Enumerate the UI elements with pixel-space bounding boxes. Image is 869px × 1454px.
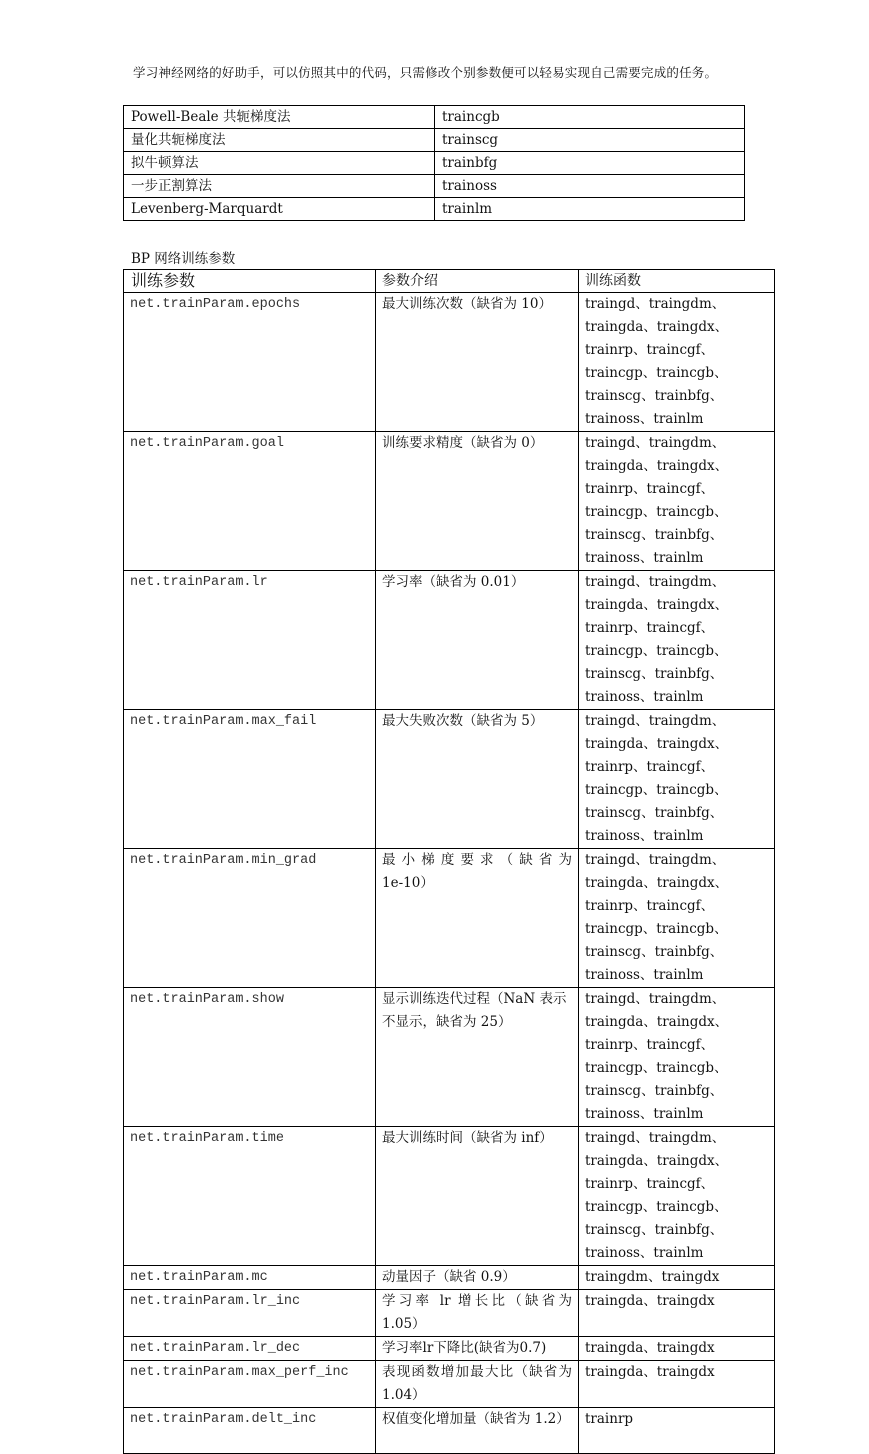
param-desc: 最大失败次数（缺省为 5） <box>376 710 579 849</box>
param-funcs: trainrp <box>579 1408 775 1454</box>
param-funcs: traingd、traingdm、traingda、traingdx、trainrp、traincgf、traincgp、traincgb、trainscg、trainbfg、trainoss、trainlm <box>579 432 775 571</box>
param-funcs: traingda、traingdx <box>579 1361 775 1408</box>
table-row <box>124 988 775 1127</box>
param-desc: 训练要求精度（缺省为 0） <box>376 432 579 571</box>
param-name: net.trainParam.show <box>124 988 376 1127</box>
column-header-desc: 参数介绍 <box>376 270 579 293</box>
column-header-funcs: 训练函数 <box>579 270 775 293</box>
param-desc: 权值变化增加量（缺省为 1.2） <box>376 1408 579 1454</box>
table-row <box>124 571 775 710</box>
param-desc: 最大训练时间（缺省为 inf） <box>376 1127 579 1266</box>
table-row <box>124 1266 775 1290</box>
section-title: BP 网络训练参数 <box>131 251 236 267</box>
param-desc: 学习率（缺省为 0.01） <box>376 571 579 710</box>
algorithm-table <box>123 105 745 221</box>
table-row <box>124 1337 775 1361</box>
param-name: net.trainParam.max_perf_inc <box>124 1361 376 1408</box>
table-row <box>124 175 745 198</box>
param-name: net.trainParam.max_fail <box>124 710 376 849</box>
param-name: net.trainParam.goal <box>124 432 376 571</box>
algorithm-function: trainscg <box>435 129 745 152</box>
param-name: net.trainParam.lr_inc <box>124 1290 376 1337</box>
algorithm-function: trainoss <box>435 175 745 198</box>
algorithm-function: trainlm <box>435 198 745 221</box>
param-desc: 学习率lr下降比(缺省为0.7) <box>376 1337 579 1361</box>
header-text: 学习神经网络的好助手，可以仿照其中的代码，只需修改个别参数便可以轻易实现自己需要完成的任务。 <box>133 65 718 80</box>
param-funcs: traingd、traingdm、traingda、traingdx、trainrp、traincgf、traincgp、traincgb、trainscg、trainbfg、trainoss、trainlm <box>579 293 775 432</box>
param-funcs: traingdm、traingdx <box>579 1266 775 1290</box>
param-desc: 最大训练次数（缺省为 10） <box>376 293 579 432</box>
param-funcs: traingd、traingdm、traingda、traingdx、trainrp、traincgf、traincgp、traincgb、trainscg、trainbfg、trainoss、trainlm <box>579 849 775 988</box>
algorithm-name: 量化共轭梯度法 <box>124 129 435 152</box>
param-name: net.trainParam.lr <box>124 571 376 710</box>
param-name: net.trainParam.mc <box>124 1266 376 1290</box>
table-row <box>124 129 745 152</box>
table-row <box>124 106 745 129</box>
param-funcs: traingd、traingdm、traingda、traingdx、trainrp、traincgf、traincgp、traincgb、trainscg、trainbfg、trainoss、trainlm <box>579 988 775 1127</box>
algorithm-name: Levenberg-Marquardt <box>124 198 435 221</box>
param-funcs: traingd、traingdm、traingda、traingdx、trainrp、traincgf、traincgp、traincgb、trainscg、trainbfg、trainoss、trainlm <box>579 571 775 710</box>
param-funcs: traingd、traingdm、traingda、traingdx、trainrp、traincgf、traincgp、traincgb、trainscg、trainbfg、trainoss、trainlm <box>579 1127 775 1266</box>
algorithm-name: 一步正割算法 <box>124 175 435 198</box>
param-name: net.trainParam.min_grad <box>124 849 376 988</box>
param-name: net.trainParam.delt_inc <box>124 1408 376 1454</box>
algorithm-function: trainbfg <box>435 152 745 175</box>
param-name: net.trainParam.time <box>124 1127 376 1266</box>
table-row <box>124 710 775 849</box>
table-row <box>124 432 775 571</box>
table-row <box>124 1361 775 1408</box>
table-row <box>124 1408 775 1454</box>
algorithm-function: traincgb <box>435 106 745 129</box>
table-row <box>124 1127 775 1266</box>
param-funcs: traingda、traingdx <box>579 1290 775 1337</box>
training-parameter-table <box>123 269 775 1454</box>
param-desc: 动量因子（缺省 0.9） <box>376 1266 579 1290</box>
table-header-row <box>124 270 775 293</box>
param-name: net.trainParam.lr_dec <box>124 1337 376 1361</box>
table-row <box>124 198 745 221</box>
param-desc: 学习率 lr 增长比（缺省为 1.05） <box>376 1290 579 1337</box>
param-funcs: traingda、traingdx <box>579 1337 775 1361</box>
param-funcs: traingd、traingdm、traingda、traingdx、trainrp、traincgf、traincgp、traincgb、trainscg、trainbfg、trainoss、trainlm <box>579 710 775 849</box>
table-row <box>124 152 745 175</box>
param-name: net.trainParam.epochs <box>124 293 376 432</box>
algorithm-name: 拟牛顿算法 <box>124 152 435 175</box>
param-desc: 表现函数增加最大比（缺省为 1.04） <box>376 1361 579 1408</box>
column-header-param: 训练参数 <box>124 270 376 293</box>
table-row <box>124 293 775 432</box>
param-desc: 最 小 梯 度 要 求 （ 缺 省 为 1e-10） <box>376 849 579 988</box>
algorithm-name: Powell-Beale 共轭梯度法 <box>124 106 435 129</box>
table-row <box>124 1290 775 1337</box>
table-row <box>124 849 775 988</box>
param-desc: 显示训练迭代过程（NaN 表示不显示，缺省为 25） <box>376 988 579 1127</box>
